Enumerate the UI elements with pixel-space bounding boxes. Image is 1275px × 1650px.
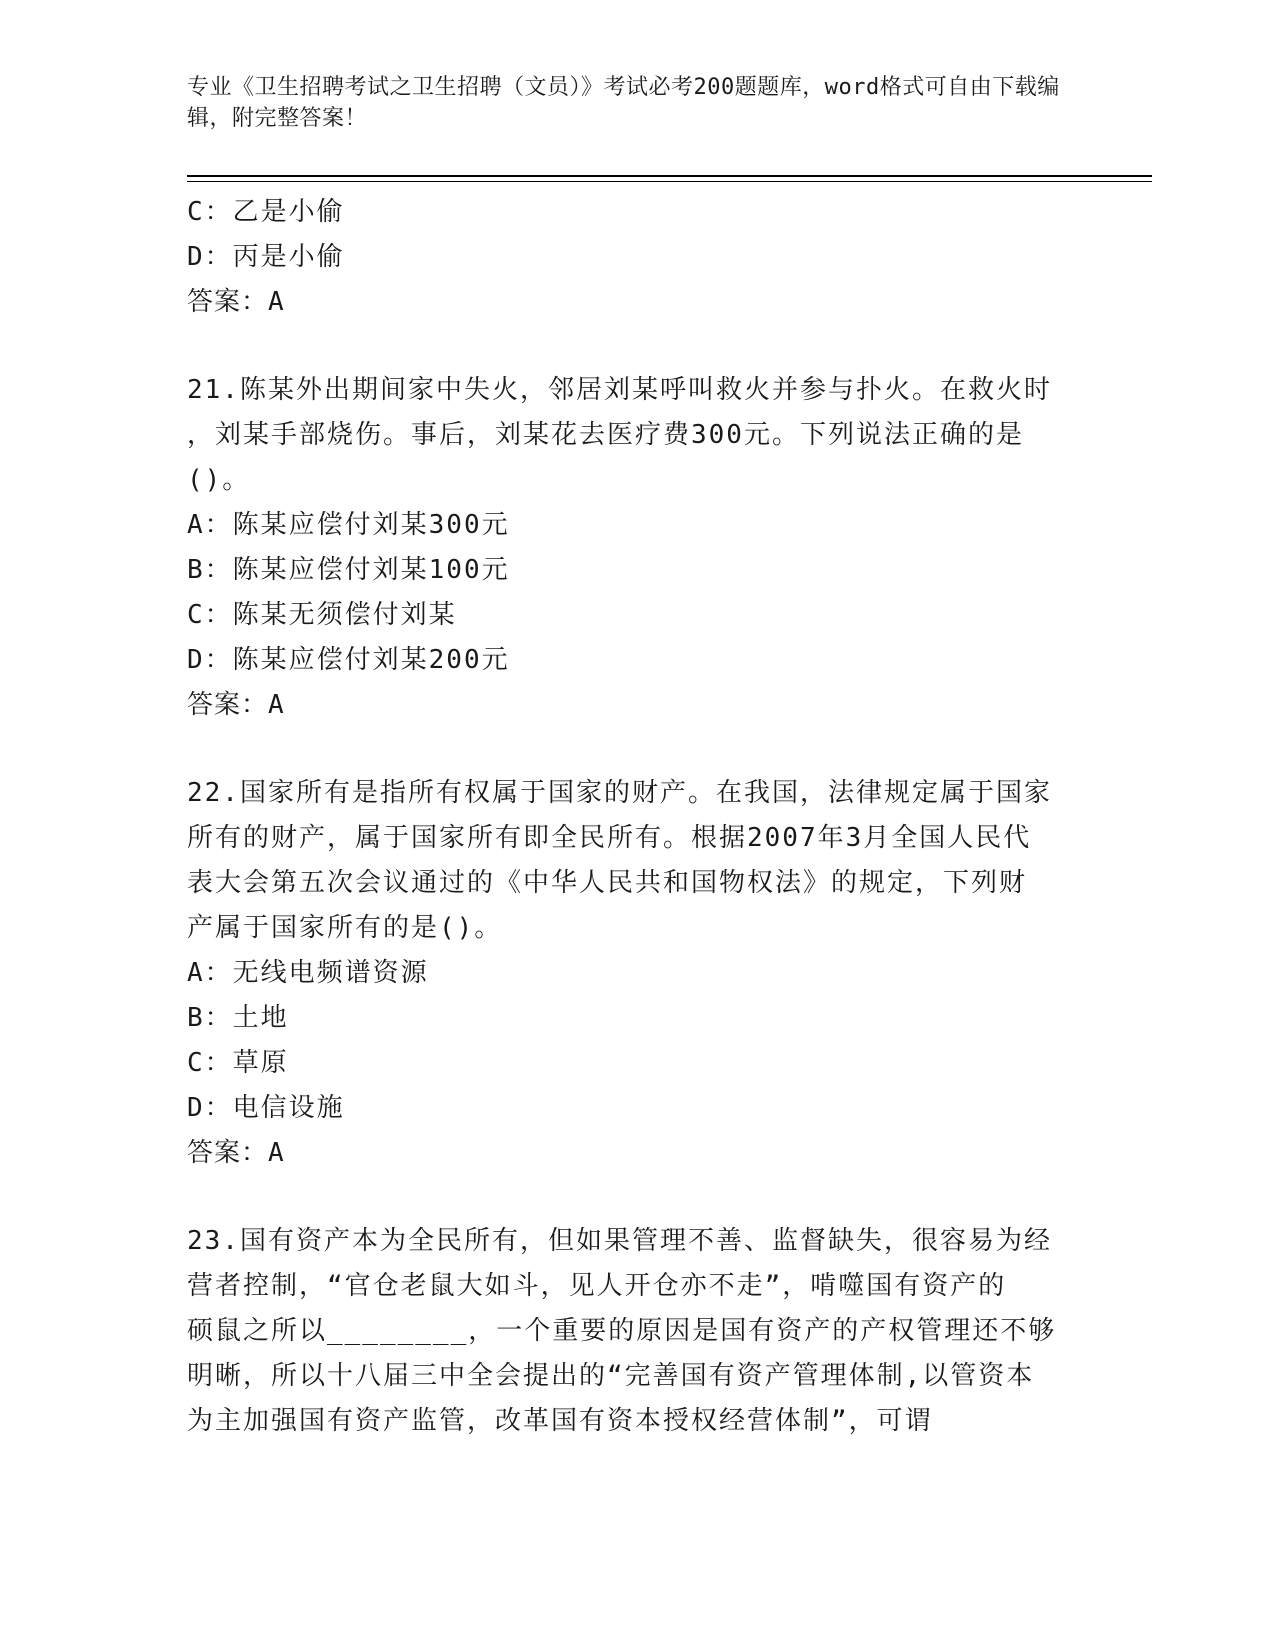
- option-c: C：乙是小偷: [187, 197, 345, 227]
- question-text-line: 21.陈某外出期间家中失火，邻居刘某呼叫救火并参与扑火。在救火时: [187, 375, 1052, 405]
- question-22: [187, 771, 1067, 1176]
- question-text-line: ，刘某手部烧伤。事后，刘某花去医疗费300元。下列说法正确的是: [187, 420, 1024, 450]
- option-b: B：土地: [187, 1003, 289, 1033]
- document-body: [187, 190, 1067, 1444]
- question-text-line: ()。: [187, 465, 251, 495]
- question-fragment: [187, 190, 1067, 325]
- question-text-line: 营者控制，“官仓老鼠大如斗，见人开仓亦不走”，啃噬国有资产的: [187, 1271, 1007, 1301]
- option-c: C：陈某无须偿付刘某: [187, 600, 457, 630]
- question-text-line: 明晰，所以十八届三中全会提出的“完善国有资产管理体制,以管资本: [187, 1361, 1035, 1391]
- answer-line: 答案：A: [187, 690, 285, 720]
- page-header: 专业《卫生招聘考试之卫生招聘（文员）》考试必考200题题库，word格式可自由下载编辑，附完整答案！: [187, 75, 1060, 131]
- question-21: [187, 368, 1067, 728]
- question-text-line: 表大会第五次会议通过的《中华人民共和国物权法》的规定，下列财: [187, 868, 1028, 898]
- header-rule-thick: [187, 175, 1152, 177]
- question-text-line: 为主加强国有资产监管，改革国有资本授权经营体制”，可谓: [187, 1406, 933, 1436]
- question-text-line: 23.国有资产本为全民所有，但如果管理不善、监督缺失，很容易为经: [187, 1226, 1052, 1256]
- option-b: B：陈某应偿付刘某100元: [187, 555, 510, 585]
- option-a: A：陈某应偿付刘某300元: [187, 510, 510, 540]
- question-23: [187, 1219, 1067, 1444]
- answer-line: 答案：A: [187, 287, 285, 317]
- question-text-line: 硕鼠之所以________，一个重要的原因是国有资产的产权管理还不够: [187, 1316, 1057, 1346]
- header-rule-thin: [187, 181, 1152, 182]
- option-a: A：无线电频谱资源: [187, 958, 429, 988]
- answer-line: 答案：A: [187, 1138, 285, 1168]
- question-text-line: 22.国家所有是指所有权属于国家的财产。在我国，法律规定属于国家: [187, 778, 1052, 808]
- option-c: C：草原: [187, 1048, 289, 1078]
- option-d: D：电信设施: [187, 1093, 345, 1123]
- question-text-line: 产属于国家所有的是()。: [187, 913, 503, 943]
- option-d: D：陈某应偿付刘某200元: [187, 645, 510, 675]
- option-d: D：丙是小偷: [187, 242, 345, 272]
- question-text-line: 所有的财产，属于国家所有即全民所有。根据2007年3月全国人民代: [187, 823, 1032, 853]
